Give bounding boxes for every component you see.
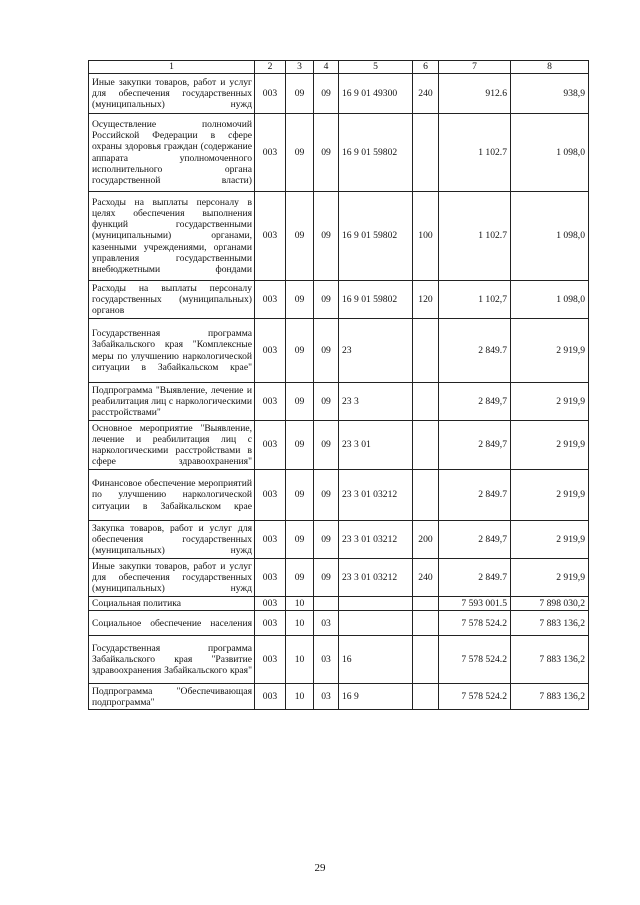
target-article-code: 23 3 <box>339 383 413 421</box>
subsection-code: 03 <box>314 684 339 710</box>
target-article-code: 16 9 <box>339 684 413 710</box>
table-row <box>89 559 589 597</box>
subsection-code: 09 <box>314 421 339 470</box>
section-code: 10 <box>286 684 314 710</box>
budget-table <box>88 60 589 710</box>
grbs-code: 003 <box>255 383 286 421</box>
subsection-code <box>314 597 339 611</box>
expense-type-code: 120 <box>413 281 439 319</box>
amount-year-1: 2 849,7 <box>439 383 511 421</box>
page-number: 29 <box>314 862 326 874</box>
expense-type-code <box>413 114 439 192</box>
target-article-code: 16 <box>339 636 413 684</box>
grbs-code: 003 <box>255 281 286 319</box>
table-row <box>89 114 589 192</box>
amount-year-2: 7 883 136,2 <box>511 636 589 684</box>
subsection-code: 09 <box>314 521 339 559</box>
expense-type-code <box>413 383 439 421</box>
amount-year-1: 2 849,7 <box>439 521 511 559</box>
subsection-code: 09 <box>314 74 339 114</box>
subsection-code: 09 <box>314 383 339 421</box>
target-article-code: 23 3 01 <box>339 421 413 470</box>
table-row <box>89 684 589 710</box>
grbs-code: 003 <box>255 192 286 281</box>
amount-year-2: 938,9 <box>511 74 589 114</box>
row-name: Расходы на выплаты персоналу государственных (муниципальных) органов <box>89 281 255 319</box>
table-row <box>89 521 589 559</box>
expense-type-code <box>413 684 439 710</box>
expense-type-code <box>413 597 439 611</box>
table-row <box>89 74 589 114</box>
amount-year-1: 7 578 524.2 <box>439 636 511 684</box>
column-header: 1 <box>89 61 255 74</box>
amount-year-2: 7 898 030,2 <box>511 597 589 611</box>
column-header: 5 <box>339 61 413 74</box>
grbs-code: 003 <box>255 559 286 597</box>
table-row <box>89 281 589 319</box>
expense-type-code: 200 <box>413 521 439 559</box>
column-header: 2 <box>255 61 286 74</box>
expense-type-code <box>413 636 439 684</box>
subsection-code: 09 <box>314 114 339 192</box>
expense-type-code <box>413 421 439 470</box>
section-code: 10 <box>286 636 314 684</box>
section-code: 10 <box>286 611 314 636</box>
target-article-code <box>339 611 413 636</box>
amount-year-2: 7 883 136,2 <box>511 684 589 710</box>
grbs-code: 003 <box>255 521 286 559</box>
section-code: 09 <box>286 281 314 319</box>
amount-year-1: 912.6 <box>439 74 511 114</box>
table-row <box>89 611 589 636</box>
target-article-code: 23 <box>339 319 413 383</box>
target-article-code: 16 9 01 59802 <box>339 192 413 281</box>
grbs-code: 003 <box>255 611 286 636</box>
section-code: 09 <box>286 319 314 383</box>
expense-type-code <box>413 319 439 383</box>
target-article-code: 16 9 01 59802 <box>339 281 413 319</box>
section-code: 09 <box>286 114 314 192</box>
column-header: 3 <box>286 61 314 74</box>
section-code: 09 <box>286 559 314 597</box>
grbs-code: 003 <box>255 684 286 710</box>
target-article-code <box>339 597 413 611</box>
section-code: 09 <box>286 421 314 470</box>
subsection-code: 09 <box>314 281 339 319</box>
amount-year-2: 1 098,0 <box>511 281 589 319</box>
table-row <box>89 383 589 421</box>
subsection-code: 09 <box>314 192 339 281</box>
column-header: 7 <box>439 61 511 74</box>
expense-type-code: 240 <box>413 559 439 597</box>
row-name: Государственная программа Забайкальского края "Развитие здравоохранения Забайкальского края" <box>89 636 255 684</box>
table-row <box>89 636 589 684</box>
subsection-code: 09 <box>314 559 339 597</box>
row-name: Основное мероприятие "Выявление, лечение и реабилитация лиц с наркологическими расстройствами в сфере здравоохранения" <box>89 421 255 470</box>
expense-type-code <box>413 611 439 636</box>
table-header-row <box>89 61 589 74</box>
amount-year-2: 7 883 136,2 <box>511 611 589 636</box>
grbs-code: 003 <box>255 421 286 470</box>
amount-year-1: 1 102,7 <box>439 281 511 319</box>
amount-year-1: 1 102.7 <box>439 192 511 281</box>
grbs-code: 003 <box>255 597 286 611</box>
amount-year-2: 2 919,9 <box>511 383 589 421</box>
row-name: Закупка товаров, работ и услуг для обеспечения государственных (муниципальных) нужд <box>89 521 255 559</box>
section-code: 09 <box>286 192 314 281</box>
grbs-code: 003 <box>255 636 286 684</box>
subsection-code: 03 <box>314 611 339 636</box>
subsection-code: 09 <box>314 319 339 383</box>
target-article-code: 23 3 01 03212 <box>339 470 413 521</box>
subsection-code: 03 <box>314 636 339 684</box>
row-name: Иные закупки товаров, работ и услуг для обеспечения государственных (муниципальных) нужд <box>89 559 255 597</box>
row-name: Расходы на выплаты персоналу в целях обеспечения выполнения функций государственными (муниципальными) органами, казенными учреждениями, органами управления государственными внебюджетными фондами <box>89 192 255 281</box>
table-row <box>89 597 589 611</box>
table-row <box>89 192 589 281</box>
row-name: Подпрограмма "Выявление, лечение и реабилитация лиц с наркологическими расстройствами" <box>89 383 255 421</box>
grbs-code: 003 <box>255 74 286 114</box>
row-name: Финансовое обеспечение мероприятий по улучшению наркологической ситуации в Забайкальском крае <box>89 470 255 521</box>
row-name: Подпрограмма "Обеспечивающая подпрограмма" <box>89 684 255 710</box>
target-article-code: 23 3 01 03212 <box>339 559 413 597</box>
amount-year-1: 2 849,7 <box>439 421 511 470</box>
amount-year-2: 2 919,9 <box>511 421 589 470</box>
amount-year-2: 2 919,9 <box>511 521 589 559</box>
target-article-code: 23 3 01 03212 <box>339 521 413 559</box>
amount-year-2: 2 919,9 <box>511 470 589 521</box>
amount-year-1: 7 578 524.2 <box>439 684 511 710</box>
row-name: Иные закупки товаров, работ и услуг для обеспечения государственных (муниципальных) нужд <box>89 74 255 114</box>
expense-type-code: 240 <box>413 74 439 114</box>
section-code: 09 <box>286 383 314 421</box>
row-name: Социальная политика <box>89 597 255 611</box>
target-article-code: 16 9 01 49300 <box>339 74 413 114</box>
amount-year-1: 7 578 524.2 <box>439 611 511 636</box>
table-row <box>89 421 589 470</box>
expense-type-code: 100 <box>413 192 439 281</box>
grbs-code: 003 <box>255 319 286 383</box>
row-name: Осуществление полномочий Российской Федерации в сфере охраны здоровья граждан (содержание аппарата уполномоченного исполнительного органа государственной власти) <box>89 114 255 192</box>
section-code: 09 <box>286 470 314 521</box>
column-header: 4 <box>314 61 339 74</box>
amount-year-1: 2 849.7 <box>439 470 511 521</box>
section-code: 10 <box>286 597 314 611</box>
column-header: 8 <box>511 61 589 74</box>
grbs-code: 003 <box>255 114 286 192</box>
expense-type-code <box>413 470 439 521</box>
row-name: Социальное обеспечение населения <box>89 611 255 636</box>
section-code: 09 <box>286 521 314 559</box>
amount-year-2: 1 098,0 <box>511 114 589 192</box>
amount-year-1: 2 849.7 <box>439 559 511 597</box>
amount-year-2: 2 919,9 <box>511 559 589 597</box>
subsection-code: 09 <box>314 470 339 521</box>
table-row <box>89 319 589 383</box>
table-row <box>89 470 589 521</box>
grbs-code: 003 <box>255 470 286 521</box>
amount-year-1: 7 593 001.5 <box>439 597 511 611</box>
row-name: Государственная программа Забайкальского края "Комплексные меры по улучшению наркологической ситуации в Забайкальском крае" <box>89 319 255 383</box>
amount-year-1: 2 849.7 <box>439 319 511 383</box>
section-code: 09 <box>286 74 314 114</box>
column-header: 6 <box>413 61 439 74</box>
amount-year-2: 2 919,9 <box>511 319 589 383</box>
amount-year-2: 1 098,0 <box>511 192 589 281</box>
target-article-code: 16 9 01 59802 <box>339 114 413 192</box>
amount-year-1: 1 102.7 <box>439 114 511 192</box>
